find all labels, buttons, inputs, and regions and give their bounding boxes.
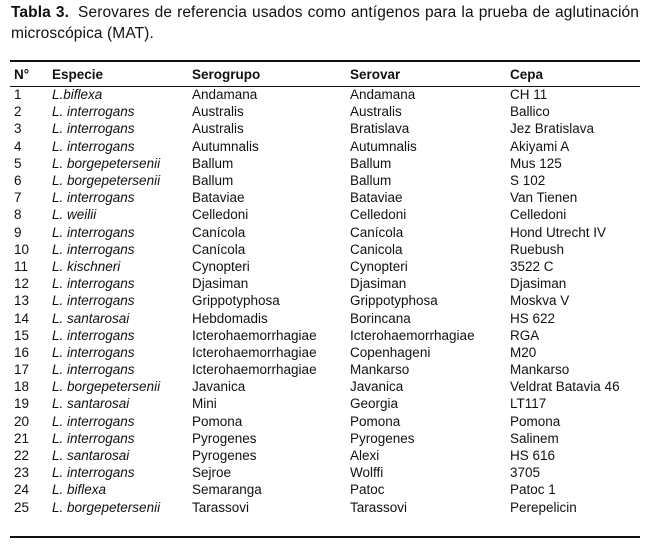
cell-numero: 13 [14, 293, 30, 309]
cell-serovar: Autumnalis [350, 138, 417, 154]
table-row [10, 413, 640, 430]
table-row [10, 344, 640, 361]
cell-serogrupo: Canícola [192, 241, 246, 257]
cell-numero: 16 [14, 344, 30, 360]
cell-numero: 12 [14, 276, 30, 292]
cell-serovar: Patoc [350, 482, 385, 498]
cell-especie: L.biflexa [52, 87, 103, 103]
cell-serogrupo: Australis [192, 121, 244, 137]
table-caption [11, 2, 639, 44]
cell-numero: 23 [14, 465, 30, 481]
cell-especie: L. santarosai [52, 396, 130, 412]
cell-especie: L. interrogans [52, 276, 135, 292]
cell-serogrupo: Icterohaemorrhagiae [192, 327, 317, 343]
cell-cepa: Moskva V [510, 293, 570, 309]
cell-numero: 10 [14, 241, 30, 257]
table-row [10, 430, 640, 447]
cell-serogrupo: Bataviae [192, 190, 245, 206]
cell-cepa: RGA [510, 327, 540, 343]
cell-numero: 20 [14, 413, 30, 429]
cell-serogrupo: Mini [192, 396, 217, 412]
cell-serogrupo: Autumnalis [192, 138, 259, 154]
cell-cepa: S 102 [510, 173, 546, 189]
cell-serogrupo: Pyrogenes [192, 448, 257, 464]
table-header-row [10, 62, 640, 86]
cell-numero: 2 [14, 104, 22, 120]
cell-numero: 5 [14, 155, 22, 171]
table-row [10, 258, 640, 275]
cell-numero: 9 [14, 224, 22, 240]
cell-serovar: Bratislava [350, 121, 410, 137]
cell-numero: 4 [14, 138, 22, 154]
table-row [10, 103, 640, 120]
serovar-table [10, 62, 640, 516]
cell-cepa: 3705 [510, 465, 541, 481]
cell-cepa: LT117 [510, 396, 547, 412]
table-row [10, 275, 640, 292]
cell-serogrupo: Pomona [192, 413, 243, 429]
header-serovar: Serovar [350, 66, 401, 82]
cell-serovar: Andamana [350, 87, 416, 103]
cell-cepa: Jez Bratislava [510, 121, 595, 137]
cell-serogrupo: Grippotyphosa [192, 293, 280, 309]
table-row [10, 361, 640, 378]
cell-especie: L. interrogans [52, 190, 135, 206]
table-row [10, 224, 640, 241]
cell-cepa: Salinem [510, 430, 559, 446]
cell-serogrupo: Icterohaemorrhagiae [192, 362, 317, 378]
cell-serovar: Canicola [350, 241, 403, 257]
table-row [10, 155, 640, 172]
table-row [10, 120, 640, 137]
cell-numero: 25 [14, 499, 30, 515]
cell-cepa: Patoc 1 [510, 482, 556, 498]
cell-especie: L. santarosai [52, 448, 130, 464]
cell-serogrupo: Javanica [192, 379, 246, 395]
cell-especie: L. borgepetersenii [52, 379, 161, 395]
cell-serogrupo: Australis [192, 104, 244, 120]
cell-especie: L. borgepetersenii [52, 155, 161, 171]
cell-serovar: Pyrogenes [350, 430, 415, 446]
cell-serogrupo: Djasiman [192, 276, 249, 292]
table-row [10, 464, 640, 481]
bottom-rule [10, 536, 640, 538]
cell-serogrupo: Cynopteri [192, 258, 250, 274]
cell-especie: L. interrogans [52, 327, 135, 343]
cell-especie: L. biflexa [52, 482, 107, 498]
cell-serogrupo: Andamana [192, 87, 258, 103]
cell-cepa: Mus 125 [510, 155, 562, 171]
cell-numero: 3 [14, 121, 22, 137]
caption-text: Serovares de referencia usados como antígenos para la prueba de aglutinación microscópica (MAT). [11, 4, 639, 42]
cell-especie: L. weilii [52, 207, 97, 223]
cell-cepa: Ruebush [510, 241, 565, 257]
cell-especie: L. interrogans [52, 362, 135, 378]
cell-numero: 11 [14, 258, 29, 274]
cell-especie: L. borgepetersenii [52, 173, 161, 189]
cell-serovar: Wolffi [350, 465, 384, 481]
cell-cepa: Pomona [510, 413, 561, 429]
cell-numero: 19 [14, 396, 30, 412]
cell-serogrupo: Icterohaemorrhagiae [192, 344, 317, 360]
cell-serogrupo: Canícola [192, 224, 246, 240]
cell-numero: 24 [14, 482, 30, 498]
cell-serovar: Djasiman [350, 276, 407, 292]
table-row [10, 172, 640, 189]
cell-serogrupo: Celledoni [192, 207, 249, 223]
cell-serovar: Tarassovi [350, 499, 408, 515]
table-row [10, 189, 640, 206]
cell-serogrupo: Tarassovi [192, 499, 250, 515]
cell-serovar: Borincana [350, 310, 411, 326]
table-row [10, 292, 640, 309]
cell-cepa: Van Tienen [510, 190, 578, 206]
cell-especie: L. santarosai [52, 310, 130, 326]
cell-serovar: Canícola [350, 224, 404, 240]
cell-cepa: M20 [510, 344, 537, 360]
table-row [10, 327, 640, 344]
cell-cepa: Hond Utrecht IV [510, 224, 607, 240]
cell-cepa: HS 622 [510, 310, 556, 326]
cell-especie: L. interrogans [52, 344, 135, 360]
cell-especie: L. interrogans [52, 104, 135, 120]
cell-serovar: Bataviae [350, 190, 403, 206]
cell-serovar: Celledoni [350, 207, 407, 223]
table-row [10, 206, 640, 223]
cell-numero: 15 [14, 327, 30, 343]
cell-cepa: HS 616 [510, 448, 556, 464]
cell-especie: L. borgepetersenii [52, 499, 161, 515]
cell-numero: 1 [14, 87, 22, 103]
cell-serovar: Cynopteri [350, 258, 408, 274]
table-row [10, 309, 640, 326]
header-numero: N° [14, 66, 30, 82]
table-row [10, 395, 640, 412]
table-row [10, 447, 640, 464]
cell-cepa: Djasiman [510, 276, 567, 292]
cell-serovar: Australis [350, 104, 402, 120]
cell-especie: L. interrogans [52, 224, 135, 240]
table-row [10, 138, 640, 155]
table-row [10, 86, 640, 103]
cell-serovar: Javanica [350, 379, 404, 395]
cell-serovar: Ballum [350, 173, 392, 189]
cell-especie: L. interrogans [52, 413, 135, 429]
cell-serovar: Icterohaemorrhagiae [350, 327, 475, 343]
table-row [10, 499, 640, 516]
cell-serogrupo: Ballum [192, 155, 234, 171]
cell-numero: 17 [14, 362, 30, 378]
cell-cepa: Mankarso [510, 362, 570, 378]
cell-serovar: Copenhageni [350, 344, 431, 360]
cell-numero: 7 [14, 190, 22, 206]
header-cepa: Cepa [510, 66, 544, 82]
cell-numero: 22 [14, 448, 30, 464]
table-row [10, 378, 640, 395]
cell-cepa: Ballico [510, 104, 550, 120]
cell-serovar: Ballum [350, 155, 392, 171]
cell-serogrupo: Semaranga [192, 482, 262, 498]
cell-serogrupo: Hebdomadis [192, 310, 268, 326]
cell-cepa: Perepelicin [510, 499, 577, 515]
cell-numero: 21 [14, 430, 30, 446]
cell-serovar: Grippotyphosa [350, 293, 438, 309]
cell-numero: 18 [14, 379, 30, 395]
cell-serogrupo: Pyrogenes [192, 430, 257, 446]
cell-especie: L. interrogans [52, 465, 135, 481]
table-body [10, 86, 640, 516]
table-row [10, 241, 640, 258]
cell-cepa: Veldrat Batavia 46 [510, 379, 620, 395]
cell-serogrupo: Ballum [192, 173, 234, 189]
cell-cepa: Akiyami A [510, 138, 570, 154]
cell-especie: L. interrogans [52, 138, 135, 154]
cell-cepa: Celledoni [510, 207, 567, 223]
cell-serovar: Pomona [350, 413, 401, 429]
cell-cepa: 3522 C [510, 258, 554, 274]
cell-serovar: Georgia [350, 396, 399, 412]
table-row [10, 481, 640, 498]
caption-label: Tabla 3. [11, 4, 69, 21]
cell-especie: L. interrogans [52, 241, 135, 257]
cell-numero: 14 [14, 310, 30, 326]
cell-serovar: Mankarso [350, 362, 410, 378]
cell-especie: L. interrogans [52, 121, 135, 137]
cell-numero: 8 [14, 207, 22, 223]
cell-cepa: CH 11 [510, 87, 548, 103]
header-serogrupo: Serogrupo [192, 66, 261, 82]
cell-serovar: Alexi [350, 448, 380, 464]
cell-especie: L. interrogans [52, 430, 135, 446]
cell-serogrupo: Sejroe [192, 465, 232, 481]
header-especie: Especie [52, 66, 104, 82]
cell-especie: L. kischneri [52, 258, 121, 274]
cell-numero: 6 [14, 173, 22, 189]
cell-especie: L. interrogans [52, 293, 135, 309]
